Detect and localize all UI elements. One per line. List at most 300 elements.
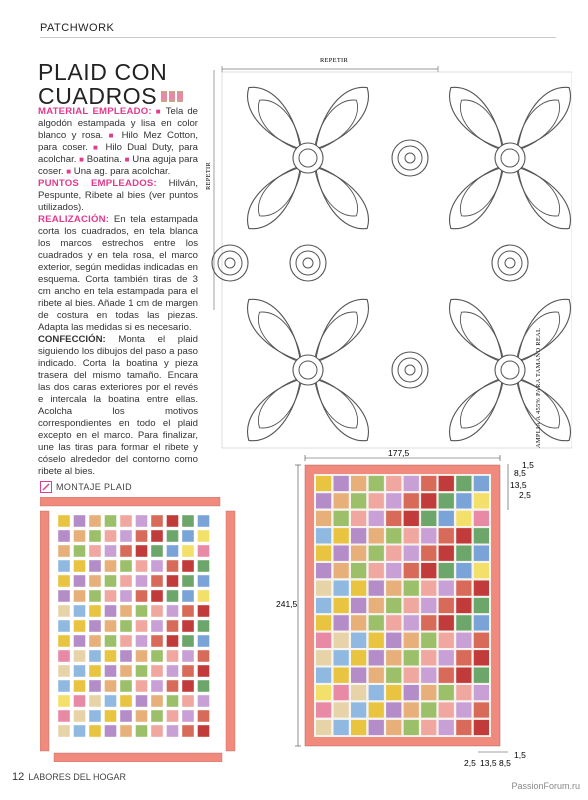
patch-square: [403, 580, 419, 596]
patch-square: [105, 725, 117, 737]
patch-square: [456, 598, 472, 614]
patch-square: [333, 476, 349, 492]
patch-square: [198, 560, 210, 572]
patch-square: [403, 598, 419, 614]
patch-square: [58, 575, 70, 587]
patch-square: [167, 590, 179, 602]
right-dim-label: 2,5: [519, 490, 531, 500]
patch-square: [58, 680, 70, 692]
article-body: [38, 106, 198, 478]
patch-square: [167, 635, 179, 647]
patch-square: [316, 493, 332, 509]
patch-square: [421, 615, 437, 631]
patch-square: [474, 650, 490, 666]
patch-square: [403, 667, 419, 683]
patch-square: [333, 580, 349, 596]
patch-square: [316, 511, 332, 527]
patch-square: [386, 598, 402, 614]
patch-square: [136, 560, 148, 572]
patch-square: [198, 650, 210, 662]
patch-square: [456, 476, 472, 492]
montage-heading: [40, 481, 132, 493]
patch-square: [198, 545, 210, 557]
patch-square: [136, 590, 148, 602]
materials-paragraph: MATERIAL EMPLEADO: ■ Tela de algodón estampada y lisa en color blanco y rosa. ■ Hilo Mez Cotton, para coser. ■ Hilo Dual Duty, para acolchar. ■ Boatina. ■ Una aguja para coser. ■ Una ag. para acolchar.: [38, 106, 198, 177]
patch-square: [456, 580, 472, 596]
flower-motif: [237, 290, 378, 450]
patch-square: [151, 575, 163, 587]
patch-square: [351, 511, 367, 527]
ring-motif: [212, 245, 248, 281]
right-dim-label: 8,5: [514, 468, 526, 478]
material-item: Tela de algodón estampada y lisa en color blanco y rosa.: [38, 106, 198, 141]
patch-square: [89, 620, 101, 632]
realization-paragraph: [38, 214, 198, 334]
patch-square: [105, 635, 117, 647]
patch-square: [456, 493, 472, 509]
watermark: PassionForum.ru: [511, 781, 580, 791]
patch-square: [333, 667, 349, 683]
patch-square: [167, 605, 179, 617]
patch-square: [351, 476, 367, 492]
patch-square: [198, 590, 210, 602]
patch-square: [474, 720, 490, 736]
patch-square: [333, 563, 349, 579]
left-strip: [40, 511, 49, 751]
patch-square: [368, 598, 384, 614]
patch-square: [386, 720, 402, 736]
material-item: Hilo Dual Duty, para acolchar.: [38, 142, 198, 165]
patch-square: [421, 528, 437, 544]
patch-square: [316, 598, 332, 614]
bottom-dim-label: 8,5: [499, 758, 511, 768]
montage-diagram: [40, 497, 240, 762]
patch-square: [136, 515, 148, 527]
confection-paragraph: [38, 334, 198, 478]
patch-square: [120, 695, 132, 707]
patch-square: [151, 530, 163, 542]
patch-square: [403, 563, 419, 579]
patch-square: [182, 635, 194, 647]
stitches-text: Hilván, Pespunte, Ribete al bies (ver puntos utilizados).: [38, 178, 198, 213]
patch-square: [105, 545, 117, 557]
patch-square: [474, 615, 490, 631]
patch-square: [182, 545, 194, 557]
patch-square: [58, 605, 70, 617]
patch-square: [136, 665, 148, 677]
patch-square: [403, 528, 419, 544]
patch-square: [368, 545, 384, 561]
patch-square: [89, 545, 101, 557]
difficulty-spools-icon: [161, 91, 183, 102]
patch-square: [74, 665, 86, 677]
patch-square: [368, 580, 384, 596]
patch-square: [421, 493, 437, 509]
patch-square: [421, 650, 437, 666]
patch-square: [333, 598, 349, 614]
patch-square: [386, 528, 402, 544]
repeat-top-label: REPETIR: [320, 57, 349, 64]
patch-square: [316, 632, 332, 648]
patch-square: [333, 632, 349, 648]
patch-square: [438, 563, 454, 579]
step-pencil-icon: [40, 481, 52, 493]
patch-square: [120, 665, 132, 677]
patch-square: [403, 702, 419, 718]
patch-square: [351, 632, 367, 648]
patch-square: [74, 680, 86, 692]
patch-square: [474, 545, 490, 561]
patch-square: [333, 545, 349, 561]
patch-square: [316, 545, 332, 561]
patch-square: [333, 615, 349, 631]
patch-square: [386, 615, 402, 631]
patch-square: [89, 725, 101, 737]
patch-square: [151, 545, 163, 557]
patch-square: [474, 511, 490, 527]
ring-motif: [392, 140, 428, 176]
patch-square: [438, 615, 454, 631]
patch-square: [105, 590, 117, 602]
realization-text: En tela estampada corta los cuadrados, en tela blanca los marcos estrechos entre los cuadrados y en tela rosa, el marco exterior, según medidas indicadas en esquema. Corta también tiras de 3 cm ancho en tela estampada para el ribete al bies. Añade 1 cm de margen de costura en todas las piezas. Adapta las medidas si es necesario.: [38, 214, 198, 333]
patch-square: [74, 530, 86, 542]
patch-square: [421, 632, 437, 648]
patch-square: [386, 650, 402, 666]
ring-motif: [392, 352, 428, 388]
patch-square: [167, 515, 179, 527]
patch-square: [58, 620, 70, 632]
confection-label: CONFECCIÓN:: [38, 334, 106, 345]
patch-square: [474, 493, 490, 509]
patch-square: [182, 710, 194, 722]
patch-square: [182, 575, 194, 587]
patch-square: [456, 632, 472, 648]
flower-motif: [237, 78, 378, 238]
patch-square: [136, 725, 148, 737]
ring-motif: [492, 245, 528, 281]
patch-square: [151, 635, 163, 647]
patch-square: [386, 493, 402, 509]
patch-square: [316, 720, 332, 736]
patch-square: [333, 650, 349, 666]
patch-square: [198, 680, 210, 692]
patch-square: [333, 511, 349, 527]
patch-square: [386, 702, 402, 718]
patch-square: [120, 590, 132, 602]
patch-square: [182, 560, 194, 572]
patch-square: [456, 720, 472, 736]
patch-square: [421, 685, 437, 701]
patch-square: [151, 665, 163, 677]
patch-square: [386, 685, 402, 701]
patch-square: [368, 563, 384, 579]
patch-square: [438, 632, 454, 648]
width-label: 177,5: [388, 450, 410, 458]
patch-square: [167, 545, 179, 557]
patch-square: [136, 530, 148, 542]
patch-square: [368, 650, 384, 666]
patch-square: [474, 702, 490, 718]
patch-square: [136, 695, 148, 707]
patch-square: [198, 695, 210, 707]
patch-square: [89, 575, 101, 587]
patch-square: [182, 695, 194, 707]
patch-square: [403, 650, 419, 666]
patch-square: [89, 695, 101, 707]
patch-square: [403, 476, 419, 492]
patch-square: [368, 528, 384, 544]
patch-square: [316, 580, 332, 596]
patch-square: [438, 650, 454, 666]
patch-square: [316, 528, 332, 544]
patch-square: [456, 563, 472, 579]
patch-square: [58, 710, 70, 722]
patch-square: [316, 685, 332, 701]
patch-square: [438, 667, 454, 683]
patch-square: [403, 632, 419, 648]
patch-square: [351, 702, 367, 718]
patch-square: [351, 685, 367, 701]
patch-square: [333, 493, 349, 509]
patch-square: [74, 620, 86, 632]
patch-square: [58, 695, 70, 707]
patch-square: [89, 650, 101, 662]
patch-square: [456, 650, 472, 666]
flower-motif: [439, 290, 572, 450]
patch-square: [421, 511, 437, 527]
patch-square: [167, 665, 179, 677]
stitches-label: PUNTOS EMPLEADOS:: [38, 178, 157, 189]
patch-square: [120, 530, 132, 542]
patch-square: [456, 528, 472, 544]
patch-square: [105, 710, 117, 722]
patch-square: [456, 685, 472, 701]
patch-square: [351, 615, 367, 631]
patch-square: [368, 476, 384, 492]
patch-square: [74, 605, 86, 617]
patch-square: [403, 493, 419, 509]
patch-square: [120, 620, 132, 632]
patch-square: [198, 515, 210, 527]
repeat-left-label: REPETIR: [205, 161, 212, 190]
material-item: Una ag. para acolchar.: [73, 166, 171, 177]
patch-square: [403, 685, 419, 701]
patch-square: [151, 695, 163, 707]
patch-square: [456, 511, 472, 527]
patch-square: [474, 476, 490, 492]
patch-square: [136, 545, 148, 557]
patch-square: [120, 560, 132, 572]
patch-square: [151, 650, 163, 662]
patch-square: [151, 590, 163, 602]
material-item: Hilo Mez Cotton, para coser.: [38, 130, 198, 153]
section-label: PATCHWORK: [40, 22, 115, 34]
patch-square: [182, 515, 194, 527]
patch-square: [198, 605, 210, 617]
patch-square: [316, 667, 332, 683]
patch-square: [58, 725, 70, 737]
patch-square: [74, 545, 86, 557]
ring-motif: [290, 245, 326, 281]
patch-square: [151, 605, 163, 617]
patch-square: [167, 710, 179, 722]
patch-square: [198, 710, 210, 722]
patch-square: [136, 575, 148, 587]
patch-square: [89, 605, 101, 617]
patch-square: [105, 620, 117, 632]
patch-square: [89, 680, 101, 692]
patch-square: [58, 515, 70, 527]
patch-square: [58, 530, 70, 542]
material-item: Boatina.: [86, 154, 122, 165]
patch-square: [403, 720, 419, 736]
patch-square: [167, 725, 179, 737]
patch-square: [74, 560, 86, 572]
patch-square: [182, 530, 194, 542]
patch-square: [198, 530, 210, 542]
patch-square: [316, 563, 332, 579]
patch-square: [456, 667, 472, 683]
patch-square: [105, 605, 117, 617]
patch-square: [182, 650, 194, 662]
patch-square: [368, 511, 384, 527]
patch-square: [386, 476, 402, 492]
stitches-paragraph: [38, 178, 198, 214]
patch-square: [182, 620, 194, 632]
patch-square: [89, 665, 101, 677]
patch-square: [182, 680, 194, 692]
page-footer: [12, 771, 126, 783]
patch-square: [167, 530, 179, 542]
patch-square: [74, 725, 86, 737]
patch-square: [120, 515, 132, 527]
patch-square: [333, 720, 349, 736]
patch-square: [120, 605, 132, 617]
patch-square: [351, 493, 367, 509]
patch-square: [182, 665, 194, 677]
patch-square: [438, 511, 454, 527]
right-strip: [226, 511, 235, 751]
patch-square: [58, 650, 70, 662]
patch-square: [403, 615, 419, 631]
patch-square: [316, 476, 332, 492]
patch-square: [167, 620, 179, 632]
enlarge-note: AMPLIA A 455% PARA TAMAÑO REAL: [535, 327, 542, 448]
patch-square: [474, 632, 490, 648]
montage-label: MONTAJE PLAID: [56, 482, 133, 492]
patch-square: [167, 680, 179, 692]
patch-square: [120, 725, 132, 737]
patch-square: [438, 493, 454, 509]
patch-square: [74, 590, 86, 602]
patch-square: [58, 635, 70, 647]
patch-square: [120, 650, 132, 662]
patch-square: [403, 511, 419, 527]
patch-square: [105, 680, 117, 692]
patch-square: [151, 710, 163, 722]
patch-square: [438, 685, 454, 701]
patch-square: [89, 515, 101, 527]
patch-square: [198, 725, 210, 737]
patch-square: [316, 615, 332, 631]
patch-square: [136, 680, 148, 692]
header-rule: [40, 37, 556, 38]
patch-square: [316, 702, 332, 718]
patch-square: [421, 598, 437, 614]
patch-square: [368, 493, 384, 509]
patch-square: [386, 563, 402, 579]
patch-square: [198, 635, 210, 647]
bottom-right-dim: 1,5: [514, 750, 526, 760]
bottom-strip: [54, 753, 222, 762]
patch-square: [421, 563, 437, 579]
patch-square: [333, 702, 349, 718]
page-title: [38, 60, 183, 108]
patch-square: [74, 650, 86, 662]
patch-square: [474, 528, 490, 544]
patch-square: [105, 650, 117, 662]
patch-square: [368, 702, 384, 718]
right-dim-label: 13,5: [510, 480, 527, 490]
patch-square: [89, 710, 101, 722]
patch-square: [438, 476, 454, 492]
patch-square: [136, 605, 148, 617]
patch-square: [120, 635, 132, 647]
flower-motif: [439, 78, 572, 238]
page-number: 12: [12, 771, 25, 783]
patch-square: [182, 725, 194, 737]
patch-square: [89, 635, 101, 647]
patch-square: [368, 615, 384, 631]
bottom-dim-label: 2,5: [464, 758, 476, 768]
patch-square: [474, 563, 490, 579]
patch-square: [74, 575, 86, 587]
patch-square: [151, 620, 163, 632]
patch-square: [438, 545, 454, 561]
patch-square: [105, 515, 117, 527]
patch-square: [74, 635, 86, 647]
patch-square: [456, 615, 472, 631]
patch-square: [474, 685, 490, 701]
patch-square: [474, 667, 490, 683]
magazine-name: LABORES DEL HOGAR: [28, 772, 126, 782]
patch-square: [120, 680, 132, 692]
patch-square: [316, 650, 332, 666]
patch-square: [368, 720, 384, 736]
patch-square: [136, 650, 148, 662]
materials-label: MATERIAL EMPLEADO:: [38, 106, 152, 117]
patch-square: [151, 680, 163, 692]
patch-square: [403, 545, 419, 561]
patch-square: [351, 580, 367, 596]
patch-square: [198, 575, 210, 587]
patch-square: [333, 685, 349, 701]
patch-square: [167, 560, 179, 572]
patch-square: [368, 667, 384, 683]
patch-square: [438, 580, 454, 596]
patch-square: [351, 650, 367, 666]
patch-square: [474, 598, 490, 614]
patch-square: [105, 530, 117, 542]
patch-square: [456, 545, 472, 561]
patch-square: [58, 590, 70, 602]
patch-square: [151, 515, 163, 527]
patch-square: [198, 665, 210, 677]
patch-square: [421, 545, 437, 561]
patch-square: [120, 575, 132, 587]
patch-square: [386, 667, 402, 683]
patch-square: [438, 702, 454, 718]
